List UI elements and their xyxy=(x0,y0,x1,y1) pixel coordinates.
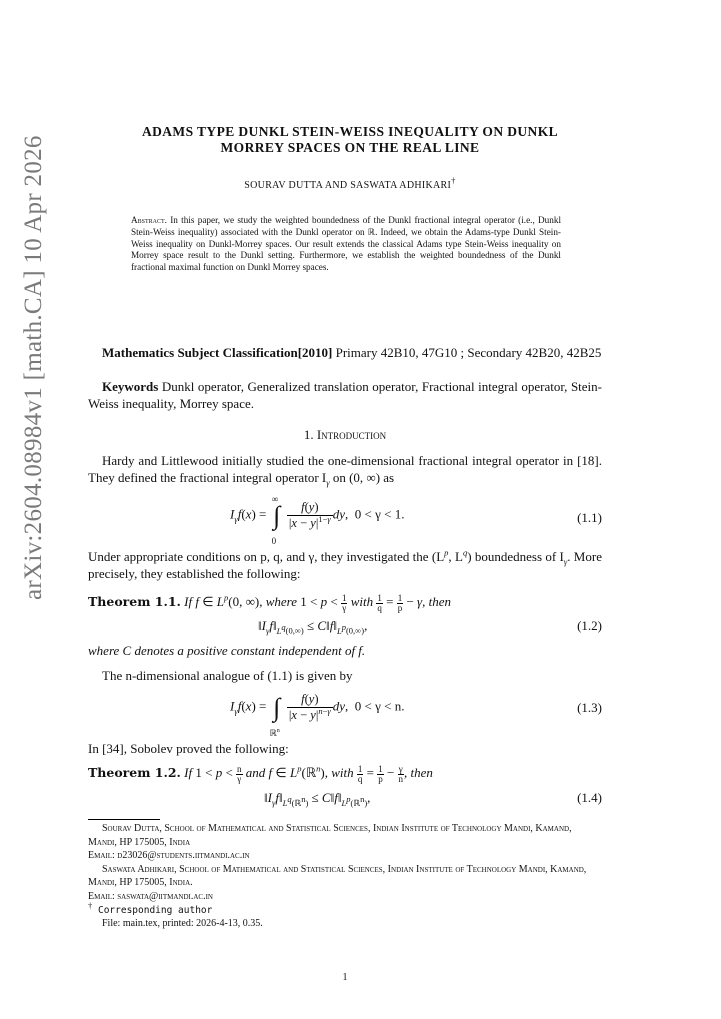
sobolev-paragraph: In [34], Sobolev proved the following: xyxy=(88,741,289,756)
page-number: 1 xyxy=(342,972,348,983)
msc-text: Primary 42B10, 47G10 ; Secondary 42B20, 42B25 xyxy=(332,345,602,360)
title-line-1: ADAMS TYPE DUNKL STEIN-WEISS INEQUALITY ON DUNKL xyxy=(141,124,559,139)
abstract-label: Abstract. xyxy=(131,215,167,225)
n-dim-text: The n-dimensional analogue of (1.1) is given by xyxy=(102,668,353,683)
footnotes xyxy=(88,822,602,931)
conditions-text-c: ) boundedness of I xyxy=(467,549,564,564)
author-names: SOURAV DUTTA AND SASWATA ADHIKARI xyxy=(244,180,452,191)
eq-number-1-2: (1.2) xyxy=(577,618,602,633)
eq3-condition: 0 < γ < n. xyxy=(354,698,405,714)
section-heading: 1. Introduction xyxy=(303,427,387,442)
author-2-affiliation: Saswata Adhikari, School of Mathematical and Statistical Sciences, Indian Institute of Technology Mandi, Kamand, Mandi, HP 175005, India. xyxy=(88,863,587,889)
eq-number-1-1: (1.1) xyxy=(577,510,602,525)
conditions-text-d: . More precisely, they established the following: xyxy=(88,549,602,581)
eq1-condition: 0 < γ < 1. xyxy=(354,506,405,522)
equation-1-3: $I_\gamma f(x)$ = ∫ ℝ$^n$ $\frac{f(y)}{|x - y|^{n-\gamma}}$ dy, 0 < γ < n. (1.3) xyxy=(230,692,602,738)
file-info: File: main.tex, printed: 2026-4-13, 0.35. xyxy=(102,918,263,930)
n-dim-paragraph xyxy=(88,667,602,684)
author-1-email: Email: d23026@students.iitmandi.ac.in xyxy=(88,850,250,862)
author-2-email: Email: saswata@iitmandi.ac.in xyxy=(88,890,213,902)
theorem-1-2-heading: Theorem 1.2. xyxy=(88,765,181,780)
corr-dagger: † xyxy=(88,900,93,911)
conditions-text-b: , L xyxy=(448,549,463,564)
intro-text-end: on (0, ∞) as xyxy=(329,470,395,485)
integral-sign-rn: ∫ ℝ$^n$ xyxy=(269,692,281,738)
abstract xyxy=(131,215,561,274)
theorem-1-1: Theorem 1.1. If f ∈ $L^p(0$, ∞), where 1 < p < $\frac{1}{\gamma}$ with $\frac{1}{q}$ = $\frac{1}{p}$ − γ, then xyxy=(88,592,452,613)
abstract-text: In this paper, we study the weighted boundedness of the Dunkl fractional integral operator (i.e., Dunkl Stein-Weiss inequality) associated with the Dunkl operator on ℝ. Indeed, we obtain the Adams-type Dunkl Stein-Weiss inequality on Dunkl-Morrey spaces. Our result extends the classical Adams type Stein-Weiss inequality on Morrey space result to the Dunkl setting. Furthermore, we establish the weighted boundedness of the Dunkl fractional maximal function on Dunkl Morrey spaces. xyxy=(131,215,561,273)
intro-paragraph: Hardy and Littlewood initially studied the one-dimensional fractional integral operator in [18]. They defined the fractional integral operator $I_\gamma$ on (0, ∞) as xyxy=(88,453,602,488)
author-list xyxy=(80,175,620,191)
conditions-paragraph: Under appropriate conditions on p, q, and γ, they investigated the ($L^p$, $L^q$) boundedness of $I_\gamma$. More precisely, they established the following: xyxy=(88,547,602,581)
theorem-1-1-heading: Theorem 1.1. xyxy=(88,594,181,609)
equation-1-4: $‖I_\gamma f‖_{L^q(ℝ^n)}$ ≤ $C‖f‖_{L^p(ℝ^n)}$, (1.4) xyxy=(264,790,602,808)
keywords-line xyxy=(88,378,602,412)
keywords-text: Dunkl operator, Generalized translation operator, Fractional integral operator, Stein-Weiss inequality, Morrey space. xyxy=(88,379,602,411)
author-1-affiliation: Sourav Dutta, School of Mathematical and Statistical Sciences, Indian Institute of Technology Mandi, Kamand, Mandi, HP 175005, India xyxy=(88,823,572,848)
integral-sign: ∫ ∞ 0 xyxy=(271,493,281,546)
paper-title xyxy=(80,124,620,156)
eq-number-1-4: (1.4) xyxy=(577,790,602,805)
theorem-1-2: Theorem 1.2. If 1 < p < $\frac{n}{\gamma}$ and f ∈ $L^p(ℝ^n)$, with $\frac{1}{q}$ = $\frac{1}{p}$ − $\frac{\gamma}{n}$ , then xyxy=(88,763,433,784)
title-line-2: MORREY SPACES ON THE REAL LINE xyxy=(220,140,480,155)
equation-1-2: $‖I_\gamma f‖_{L^q(0,\infty)}$ ≤ $C‖f‖_{L^p(0,\infty)}$, (1.2) xyxy=(258,618,602,636)
corr-text: Corresponding author xyxy=(92,904,213,916)
msc-label: Mathematics Subject Classification[2010] xyxy=(102,345,333,360)
footnote-rule xyxy=(88,819,160,820)
msc-line xyxy=(88,344,602,361)
equation-1-1: $I_\gamma f(x)$ = ∫ ∞ 0 $\frac{f(y)}{|x - y|^{1-\gamma}}$ dy, 0 < γ < 1. (1.1) xyxy=(230,493,602,546)
keywords-label: Keywords xyxy=(102,379,159,394)
intro-text: Hardy and Littlewood initially studied the one-dimensional fractional integral operator in [18]. They defined the fractional integral operator I xyxy=(88,453,602,485)
conditions-text-a: Under appropriate conditions on p, q, and γ, they investigated the (L xyxy=(88,549,445,564)
author-dagger: † xyxy=(451,175,456,186)
eq-number-1-3: (1.3) xyxy=(577,700,602,715)
arxiv-identifier: arXiv:2604.08984v1 [math.CA] 10 Apr 2026 xyxy=(20,135,47,600)
corresponding-author-note xyxy=(88,900,602,918)
theorem-1-1-remark: where C denotes a positive constant independent of f. xyxy=(88,643,366,658)
